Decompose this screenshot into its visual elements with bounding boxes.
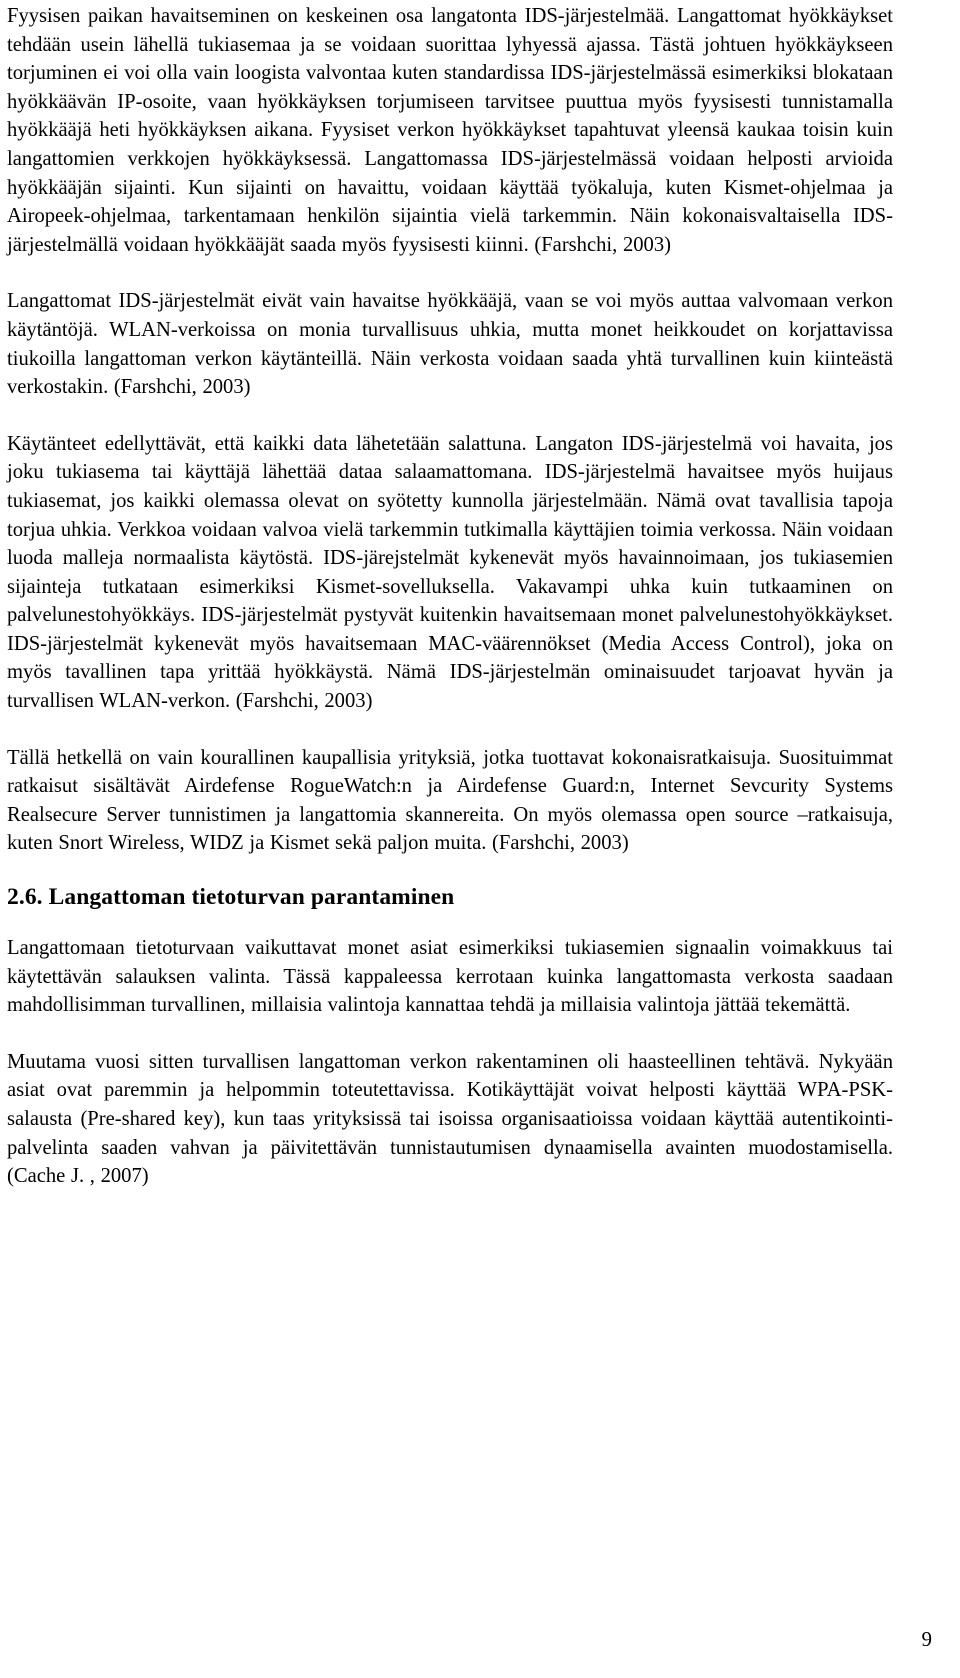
paragraph-policy-requirements: Käytänteet edellyttävät, että kaikki data lähetetään salattuna. Langaton IDS-järjestelmä voi havaita, jos joku tukiasema tai käyttäjä lähettää dataa salaamattomana. IDS-järjestelmä havaitsee myös huijaus tukiasemat, jos kaikki olemassa olevat on syötetty kunnolla järjestelmään. Nämä ovat tavallisia tapoja torjua uhkia. Verkkoa voidaan valvoa vielä tarkemmin tutkimalla käyttäjien toimia verkossa. Näin voidaan luoda malleja normaalista käytöstä. IDS-järejstelmät kykenevät myös havainnoimaan, jos tukiasemien sijainteja tutkataan esimerkiksi Kismet-sovelluksella. Vakavampi uhka kuin tutkaaminen on palvelunestohyökkäys. IDS-järjestelmät pystyvät kuitenkin havaitsemaan monet palvelunestohyökkäykset. IDS-järjestelmät kykenevät myös havaitsemaan MAC-väärennökset (Media Access Control), joka on myös tavallinen tapa yrittää hyökkäystä. Nämä IDS-järjestelmän ominaisuudet tarjoavat hyvän ja turvallisen WLAN-verkon. (Farshchi, 2003) (7, 432, 893, 713)
paragraph-building-secure-network: Muutama vuosi sitten turvallisen langattoman verkon rakentaminen oli haasteellinen tehtävä. Nykyään asiat ovat paremmin ja helpommin toteutettavissa. Kotikäyttäjät voivat helposti käyttää WPA-PSK-salausta (Pre-shared key), kun taas yrityksissä tai isoissa organisaatioissa voidaan käyttää autentikointi-palvelinta saaden vahvan ja päivitettävän tunnistautumisen dynaamisella avainten muodostamisella. (Cache J. , 2007) (7, 1050, 893, 1188)
section-number: 2.6. (7, 884, 43, 911)
paragraph-security-factors: Langattomaan tietoturvaan vaikuttavat monet asiat esimerkiksi tukiasemien signaalin voimakkuus tai käytettävän salauksen valinta. Tässä kappaleessa kerrotaan kuinka langattomasta verkosta saadaan mahdollisimman turvallinen, millaisia valintoja kannattaa tehdä ja millaisia valintoja jättää tekemättä. (7, 937, 893, 1017)
section-title: Langattoman tietoturvan parantaminen (48, 884, 455, 911)
page-number: 9 (921, 1627, 932, 1651)
document-body (7, 0, 893, 1191)
paragraph-physical-location: Fyysisen paikan havaitseminen on keskeinen osa langatonta IDS-järjestelmää. Langattomat hyökkäykset tehdään usein lähellä tukiasemaa ja se voidaan suorittaa lyhyessä ajassa. Tästä johtuen hyökkäykseen torjuminen ei voi olla vain loogista valvontaa kuten standardissa IDS-järjestelmässä esimerkiksi blokataan hyökkäävän IP-osoite, vaan hyökkäyksen torjumiseen tarvitsee puuttua myös fyysisesti tunnistamalla hyökkääjä heti hyökkäyksen aikana. Fyysiset verkon hyökkäykset tapahtuvat yleensä kaukaa toisin kuin langattomien verkkojen hyökkäyksessä. Langattomassa IDS-järjestelmässä voidaan helposti arvioida hyökkääjän sijainti. Kun sijainti on havaittu, voidaan käyttää työkaluja, kuten Kismet-ohjelmaa ja Airopeek-ohjelmaa, tarkentamaan henkilön sijaintia vielä tarkemmin. Näin kokonaisvaltaisella IDS-järjestelmällä voidaan hyökkääjät saada myös fyysisesti kiinni. (Farshchi, 2003) (7, 5, 893, 256)
paragraph-wireless-ids-policies: Langattomat IDS-järjestelmät eivät vain havaitse hyökkääjä, vaan se voi myös auttaa valvomaan verkon käytäntöjä. WLAN-verkoissa on monia turvallisuus uhkia, mutta monet heikkoudet on korjattavissa tiukoilla langattoman verkon käytänteillä. Näin verkosta voidaan saada yhtä turvallinen kuin kiinteästä verkostakin. (Farshchi, 2003) (7, 290, 893, 399)
section-heading (7, 882, 893, 912)
paragraph-commercial-solutions: Tällä hetkellä on vain kourallinen kaupallisia yrityksiä, jotka tuottavat kokonaisratkaisuja. Suosituimmat ratkaisut sisältävät Airdefense RogueWatch:n ja Airdefense Guard:n, Internet Sevcurity Systems Realsecure Server tunnistimen ja langattomia skannereita. On myös olemassa open source –ratkaisuja, kuten Snort Wireless, WIDZ ja Kismet sekä paljon muita. (Farshchi, 2003) (7, 746, 893, 855)
